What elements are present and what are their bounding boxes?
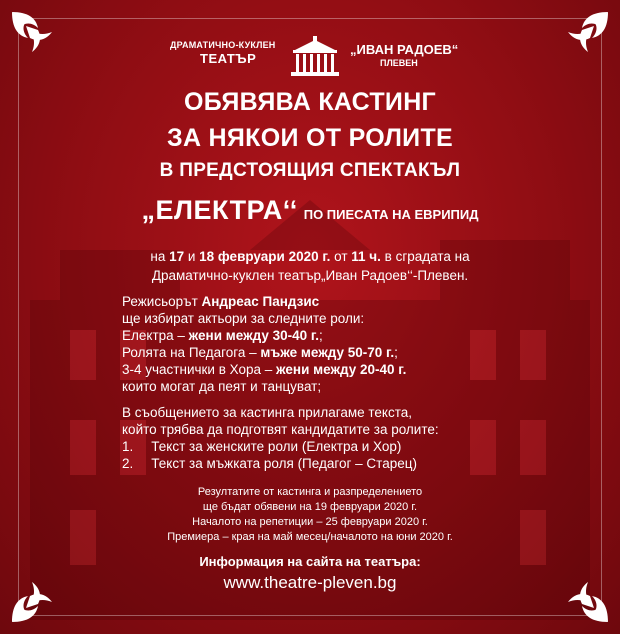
website-link[interactable]: www.theatre-pleven.bg: [223, 573, 397, 592]
director-line: [122, 293, 319, 310]
date-text: в сградата на: [380, 249, 470, 264]
date-text: и: [184, 249, 200, 264]
results-line-1: Резултатите от кастинга и разпределението: [197, 486, 423, 498]
venue-line: Драматично-куклен театър„Иван Радоев‘‘-Плевен.: [151, 268, 469, 283]
date-text: на: [150, 249, 170, 264]
play-subtitle: ПО ПИЕСАТА НА ЕВРИПИД: [303, 207, 479, 222]
date-day-1: 17: [169, 249, 185, 264]
casting-item-1: [122, 438, 401, 455]
role-name: 3-4 участнички в Хора –: [122, 362, 277, 377]
role-line: [122, 361, 406, 378]
role-name: Електра –: [122, 328, 189, 343]
date-time: 11 ч.: [351, 249, 381, 264]
roles-intro: ще избират актьори за следните роли:: [122, 311, 365, 326]
item-number: 2.: [122, 456, 134, 471]
casting-text-line-1: В съобщението за кастинга прилагаме текста,: [122, 405, 413, 420]
role-name: Ролята на Педагога –: [122, 345, 261, 360]
results-line-2: ще бъдат обявени на 19 февруари 2020 г.: [202, 501, 418, 513]
info-label: Информация на сайта на театъра:: [199, 554, 421, 569]
casting-text-line-2: който трябва да подготвят кандидатите за ролите:: [122, 422, 439, 437]
play-title: „ЕЛЕКТРА‘‘: [141, 195, 298, 225]
date-day-2: 18 февруари 2020 г.: [199, 249, 331, 264]
item-number: 1.: [122, 439, 134, 454]
premiere-date: Премиера – края на май месец/началото на юни 2020 г.: [167, 531, 453, 543]
role-requirement: жени между 30-40 г.: [188, 328, 319, 343]
item-text: Текст за мъжката роля (Педагог – Старец): [151, 456, 417, 471]
rehearsal-start: Началото на репетиции – 25 февруари 2020 г.: [192, 516, 428, 528]
casting-item-2: [122, 455, 417, 472]
date-text: от: [330, 249, 352, 264]
logo-city: ПЛЕВЕН: [380, 58, 418, 68]
headline-line-1: ОБЯВЯВА КАСТИНГ: [183, 88, 437, 116]
logo-line-1: ДРАМАТИЧНО-КУКЛЕН: [170, 40, 276, 50]
theatre-building-icon: [287, 36, 343, 78]
theatre-logo: [170, 36, 470, 84]
role-line: [122, 344, 398, 361]
item-text: Текст за женските роли (Електра и Хор): [151, 439, 402, 454]
role-line: [122, 327, 323, 344]
ornament-corner-icon: [548, 8, 612, 72]
headline-line-2: ЗА НЯКОИ ОТ РОЛИТЕ: [167, 124, 453, 152]
director-label: Режисьорът: [122, 294, 202, 309]
headline-line-3: В ПРЕДСТОЯЩИЯ СПЕКТАКЪЛ: [159, 160, 461, 181]
role-end: ;: [394, 345, 398, 360]
role-requirement: жени между 20-40 г.: [276, 362, 407, 377]
role-requirement: мъже между 50-70 г.: [260, 345, 395, 360]
logo-theatre-name: „ИВАН РАДОЕВ“: [350, 42, 459, 57]
director-name: Андреас Пандзис: [201, 294, 320, 309]
roles-note: които могат да пеят и танцуват;: [122, 379, 322, 394]
date-line: [0, 248, 620, 265]
play-title-row: [0, 195, 620, 226]
logo-line-2: ТЕАТЪР: [200, 51, 257, 66]
ornament-corner-icon: [8, 8, 72, 72]
role-end: ;: [318, 328, 323, 343]
